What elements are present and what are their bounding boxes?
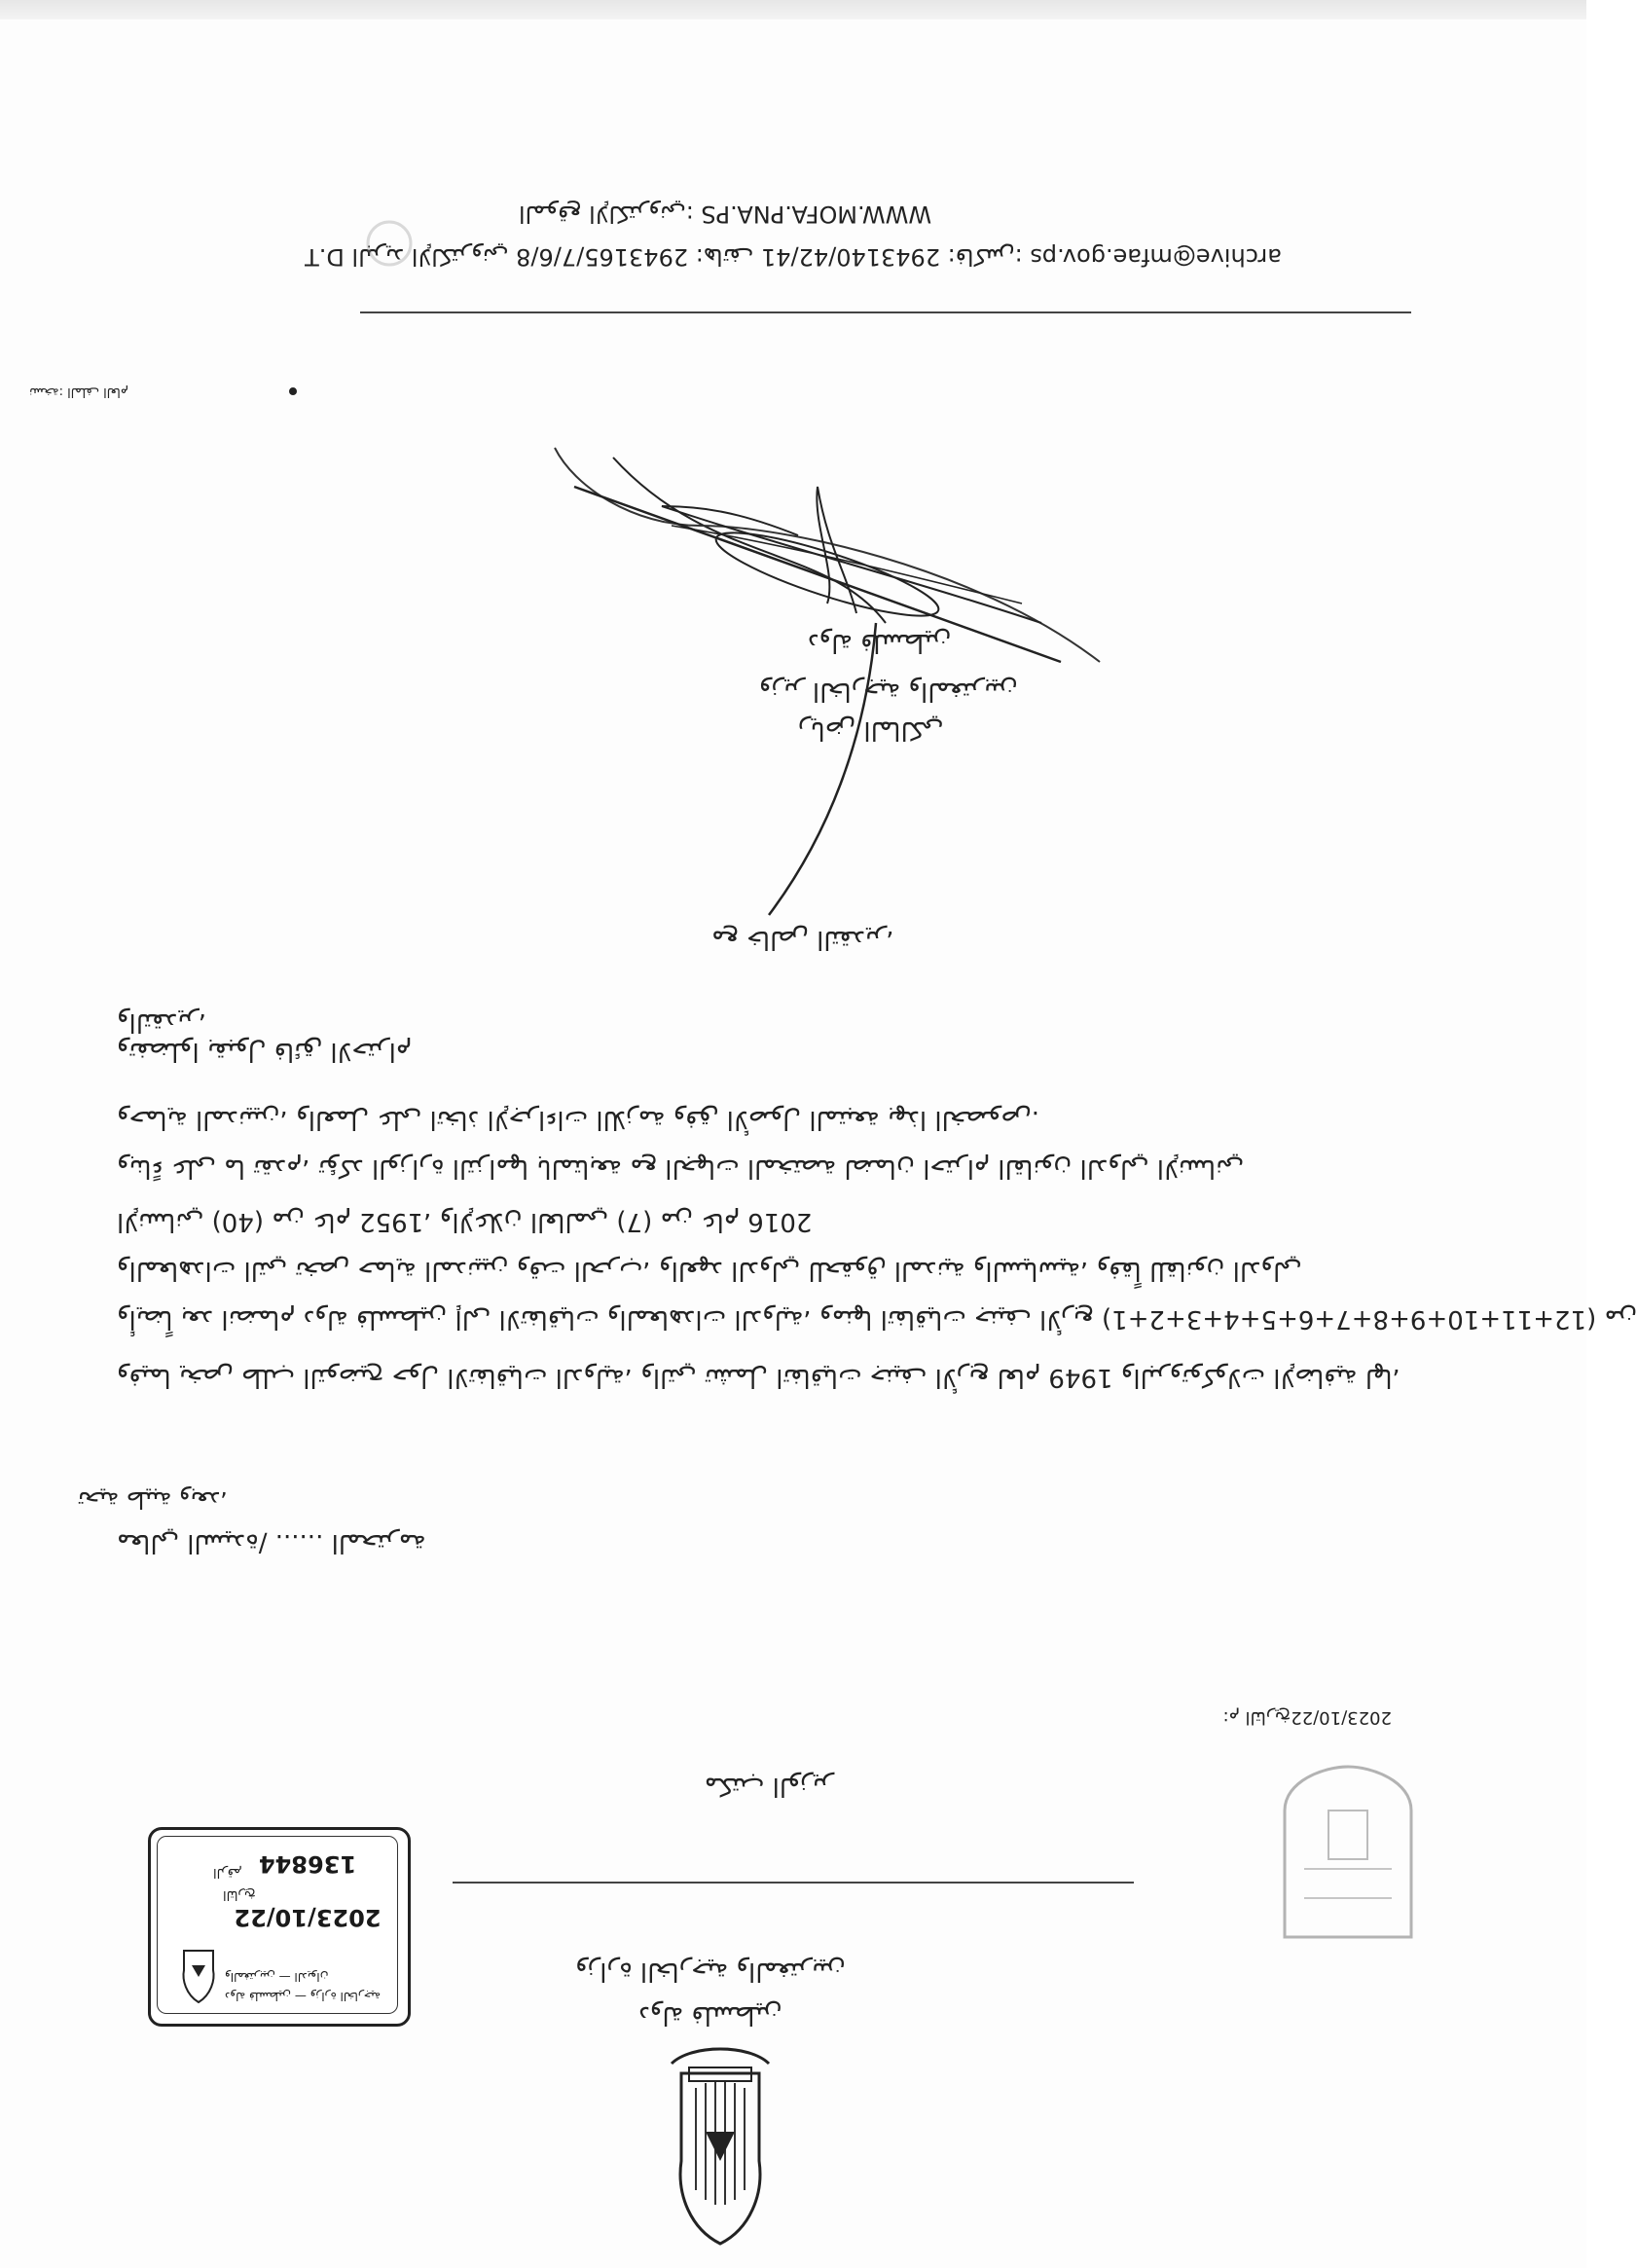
letter-date: 2023/10/22م التاريخ:	[1222, 1707, 1392, 1728]
footer-website: WWW.MOFA.PNA.PS :الموقع الإلكتروني	[518, 201, 932, 228]
body-line: وأيضاً بعد انضمام دولة فلسطين إلى الاتفاقيات والمعاهدات الدولية، ومنها اتفاقيات جنيف الأربع (1+2+3+4+5+6+7+8+9+10+11+12) من	[117, 1304, 1637, 1334]
body-line: وحماية المدنيين، والعمل على اتخاذ الإجراءات اللازمة وفق الأصول المتبعة بهذا الخصوص.	[117, 1105, 1039, 1134]
greeting-line: تحية طيبة وبعد،	[78, 1486, 229, 1514]
body-line: وفيما يخص طلب التوضيح حول الاتفاقيات الدولية، والتي تشمل اتفاقيات جنيف الأربع لعام 1949 والبروتوكولات الإضافية لها،	[117, 1363, 1401, 1392]
body-line: الإنساني (40) من عام 1952، والإعلان العالمي (7) من عام 2016	[117, 1207, 813, 1236]
header-divider	[453, 1882, 1134, 1884]
ministry-emblem-logo	[652, 2034, 788, 2249]
stamp-reference-number: 136844	[258, 1850, 357, 1878]
signatory-affiliation: دولة فلسطين	[808, 628, 952, 657]
stamp-date-label: التاريخ	[223, 1887, 256, 1902]
salutation-line: وتفضلوا بقبول فائق الاحترام والتقدير،	[117, 1007, 413, 1066]
footer-contact-info: archive@mfae.gov.ps :البريد الإلكتروني 2943165/7/6/8 :هاتف 2943140/42/41 :فاكس D.T	[305, 243, 1282, 271]
stamp-number-label: الرقم	[213, 1865, 242, 1880]
addressee-line: معالي السيدة/ ...... المحترمة	[117, 1528, 426, 1557]
footer-divider	[360, 311, 1411, 313]
signatory-title: وزير الخارجية والمغتربين	[759, 677, 1018, 706]
copy-to-line: نسخة: الملف العام	[29, 384, 128, 399]
faint-seal-icon	[1275, 1762, 1421, 1957]
scan-edge-shadow	[0, 0, 1586, 19]
stamp-organization: دولة فلسطين — وزارة الخارجية والمغتربين — الديوان	[225, 1970, 382, 2003]
registration-stamp	[148, 1827, 411, 2027]
ministry-header-line1: دولة فلسطين	[638, 2000, 782, 2030]
handwritten-signature	[555, 448, 1119, 1032]
faint-mark-icon	[360, 214, 418, 273]
bureau-heading: مكتب الوزير	[704, 1772, 834, 1801]
stamp-emblem-icon	[174, 1944, 223, 2004]
closing-line: مع خالص التقدير،	[711, 925, 894, 954]
cc-bullet	[289, 387, 297, 395]
ministry-header-line2: وزارة الخارجية والمغتربين	[575, 1957, 846, 1986]
body-line: وبناءً على ما تقدم، تؤكد الوزارة التزامها بالمتابعة مع الجهات المختصة لضمان احترام القانون الدولي الإنساني	[117, 1153, 1245, 1183]
stamp-date: 2023/10/22	[234, 1904, 382, 1931]
body-line: والمعاهدات التي تخص حماية المدنيين وقت الحرب، والعهد الدولي للحقوق المدنية والسياسية، وفقاً للقانون الدولي	[117, 1256, 1302, 1285]
signatory-name: رياض المالكي	[798, 715, 944, 745]
